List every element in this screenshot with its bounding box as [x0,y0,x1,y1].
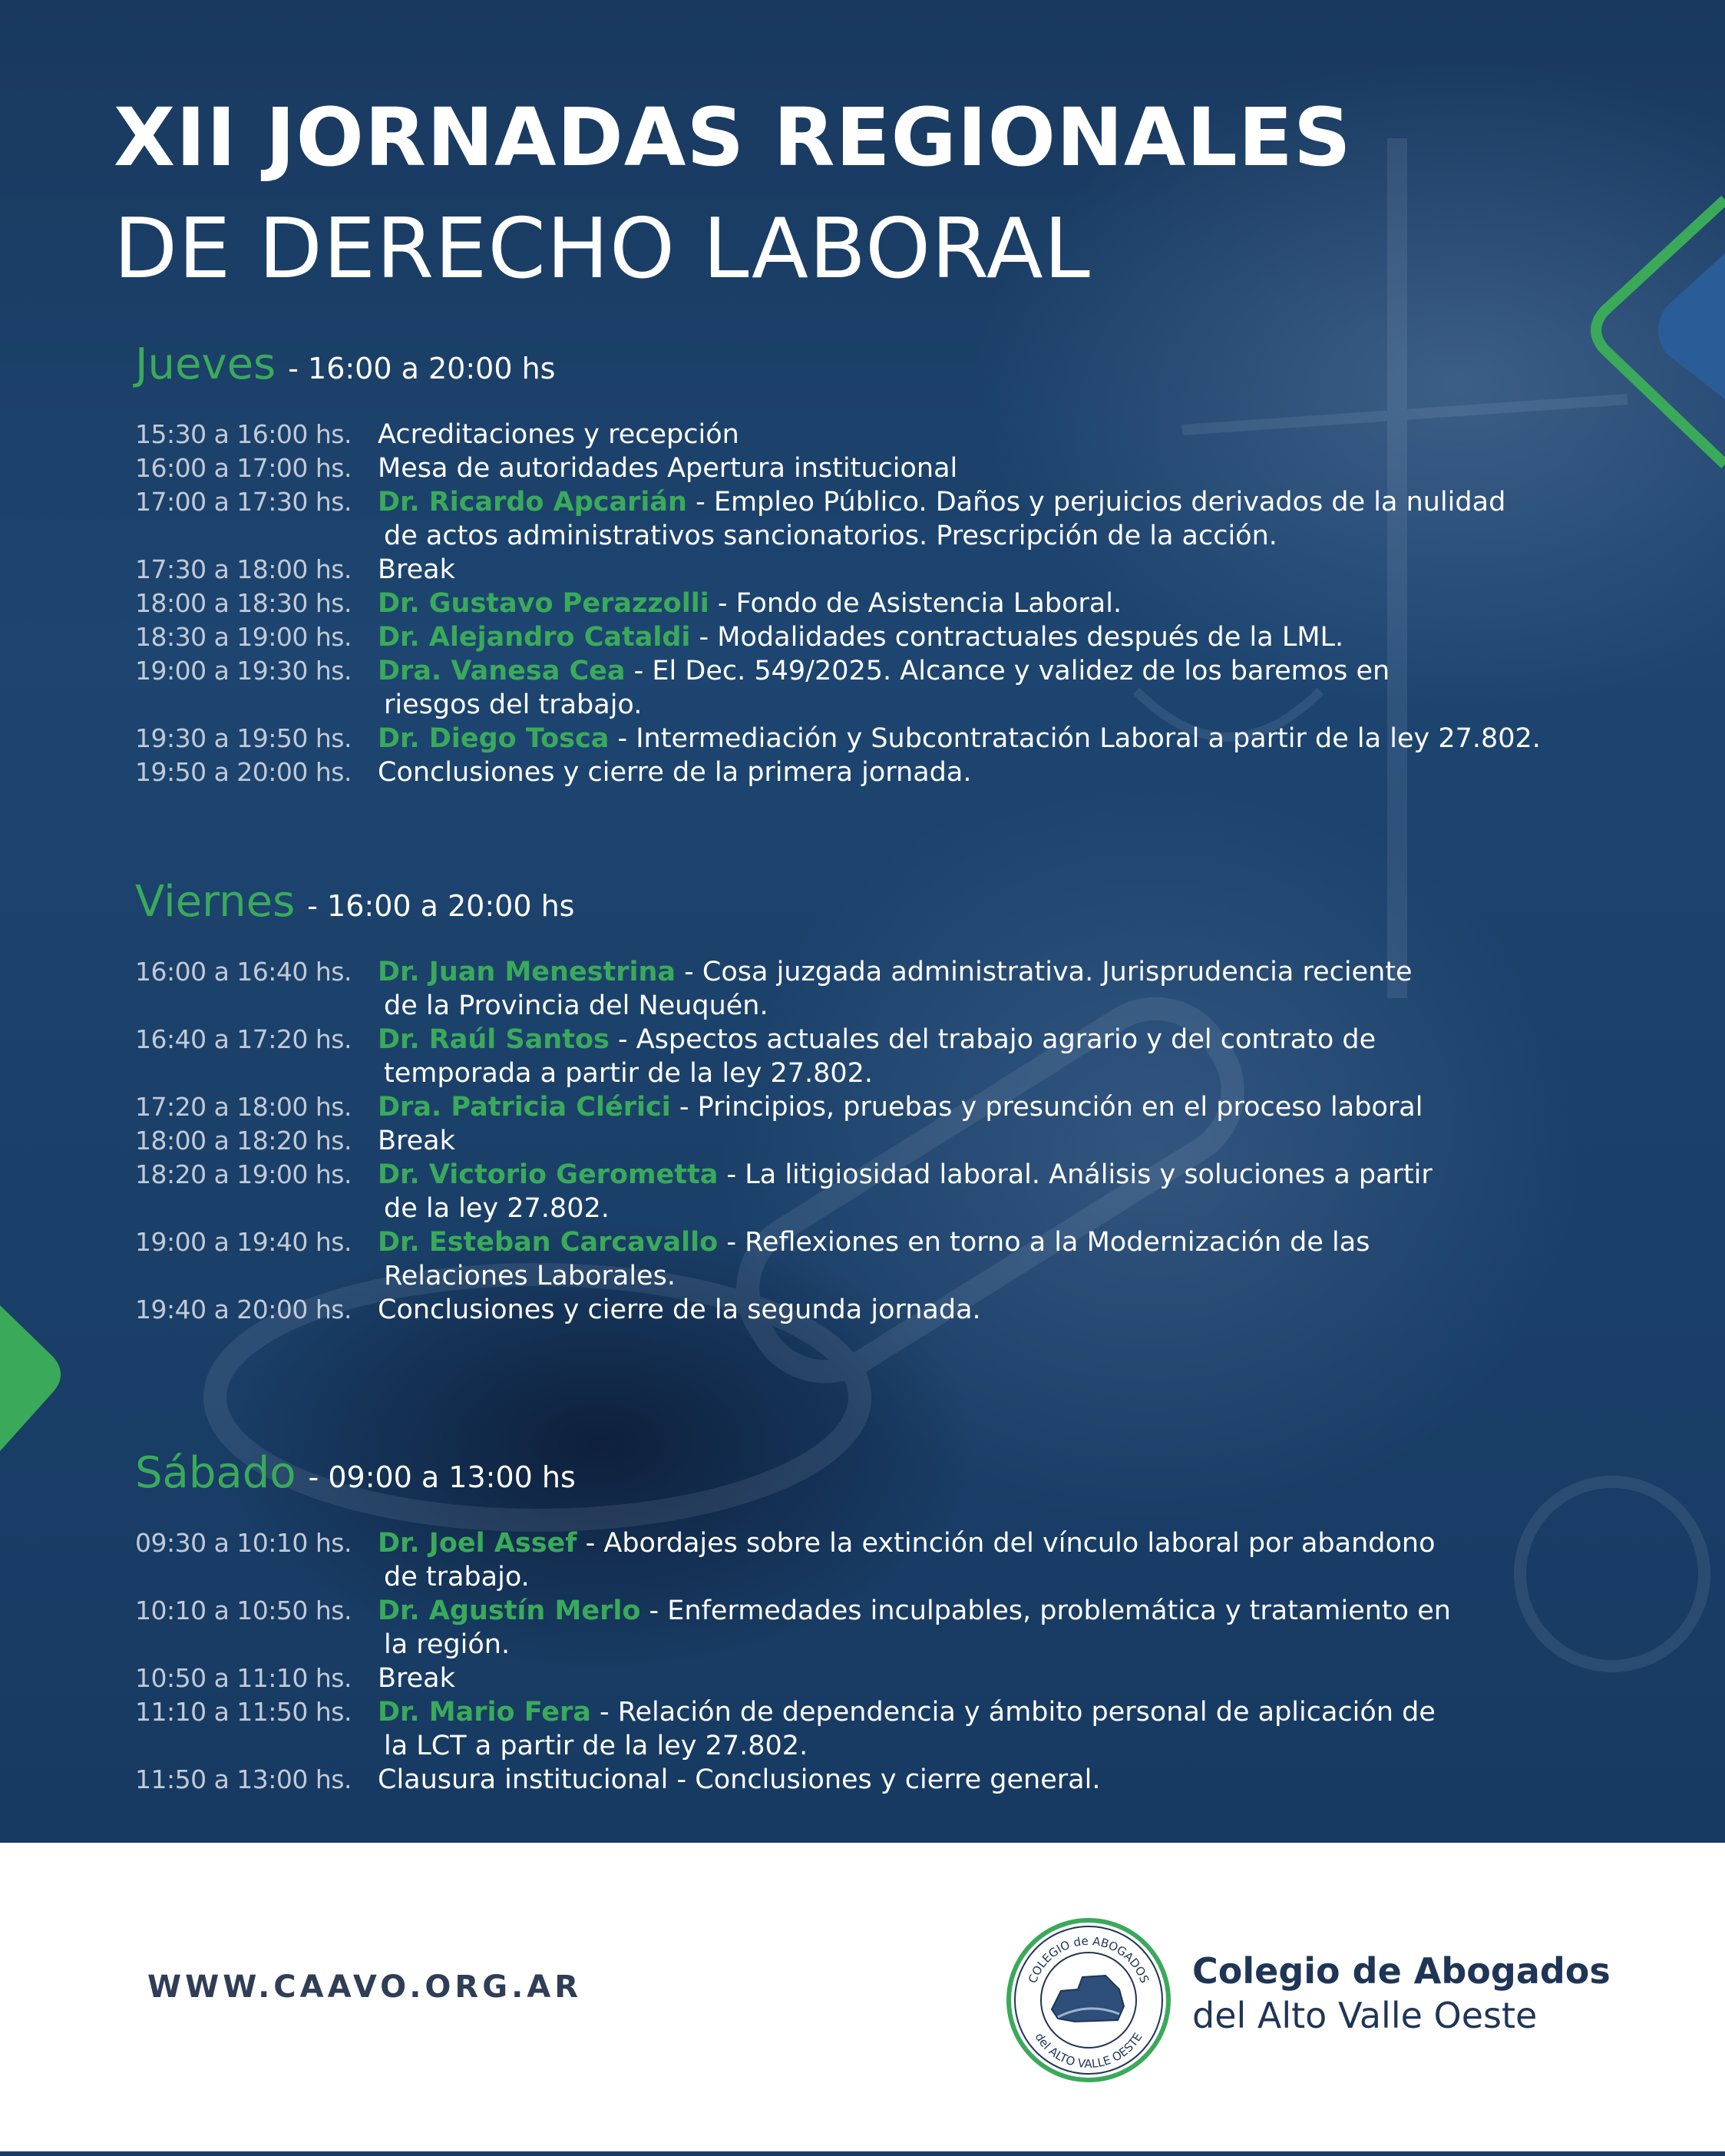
schedule-content [378,451,1617,485]
schedule-content [378,756,1617,789]
schedule-content [378,654,1617,722]
schedule-time: 11:10 a 11:50 hs. [135,1697,352,1727]
schedule-content [378,1158,1617,1225]
speaker-name: Dra. Patricia Clérici [378,1092,671,1123]
schedule-content [378,1023,1617,1090]
schedule-time: 16:40 a 17:20 hs. [135,1024,352,1054]
day-hours: - 16:00 a 20:00 hs [288,352,556,385]
day-section-sabado [135,1448,1617,1797]
schedule-item [135,654,1617,722]
main-title-line1: XII JORNADAS REGIONALES [114,91,1352,184]
schedule-text-cont: temporada a partir de la ley 27.802. [384,1058,874,1089]
schedule-content [378,1695,1617,1763]
day-header [135,339,1617,401]
schedule-line [378,1695,1617,1729]
schedule-line [378,620,1617,654]
day-name: Viernes [135,877,296,927]
schedule-time: 17:30 a 18:00 hs. [135,554,352,584]
schedule-line [378,722,1617,756]
schedule-line [378,587,1617,620]
schedule-line [378,654,1617,688]
day-header [135,877,1617,938]
schedule-line [378,485,1617,519]
schedule-time: 15:30 a 16:00 hs. [135,419,352,449]
website-link[interactable]: WWW.CAAVO.ORG.AR [147,1969,583,2005]
schedule-item [135,553,1617,587]
schedule-time: 09:30 a 10:10 hs. [135,1528,352,1558]
organization-name [1192,1950,1699,2036]
schedule-item [135,1293,1617,1327]
schedule-item [135,1225,1617,1293]
colegio-seal-logo [1004,1916,1173,2085]
schedule-time: 19:40 a 20:00 hs. [135,1295,352,1324]
schedule-content [378,1124,1617,1158]
schedule-time: 19:00 a 19:40 hs. [135,1227,352,1257]
schedule-text-cont: de actos administrativos sancionatorios. Prescripción de la acción. [384,521,1277,551]
schedule-time: 10:10 a 10:50 hs. [135,1596,352,1625]
schedule-text: - Enfermedades inculpables, problemática y tratamiento en [640,1596,1451,1626]
schedule-content [378,1225,1617,1293]
speaker-name: Dr. Alejandro Cataldi [378,622,691,653]
day-header [135,1448,1617,1510]
schedule-time: 16:00 a 16:40 hs. [135,957,352,987]
speaker-name: Dr. Agustín Merlo [378,1596,641,1626]
day-hours: - 09:00 a 13:00 hs [308,1460,576,1494]
org-name-line1: Colegio de Abogados [1192,1950,1611,1992]
speaker-name: Dra. Vanesa Cea [378,656,626,686]
schedule-item [135,722,1617,756]
schedule-time: 10:50 a 11:10 hs. [135,1663,352,1693]
blue-chevron-right [1658,253,1725,399]
speaker-name: Dr. Raúl Santos [378,1024,610,1055]
schedule-content [378,1526,1617,1594]
schedule-content [378,722,1617,756]
schedule-item [135,1526,1617,1594]
schedule-content [378,1662,1617,1695]
schedule-item [135,1763,1617,1797]
schedule-text: Conclusiones y cierre de la primera jornada. [378,757,972,788]
schedule-text: Acreditaciones y recepción [378,419,739,450]
speaker-name: Dr. Gustavo Perazzolli [378,588,709,619]
schedule-text-cont: de la Provincia del Neuquén. [384,990,768,1021]
green-arrow-left [0,1305,61,1451]
speaker-name: Dr. Juan Menestrina [378,957,676,987]
org-name-line2: del Alto Valle Oeste [1192,1995,1538,2036]
schedule-text: - El Dec. 549/2025. Alcance y validez de los baremos en [625,656,1390,686]
schedule-list [135,418,1617,789]
schedule-text: - Principios, pruebas y presunción en el proceso laboral [670,1092,1423,1123]
schedule-line [378,955,1617,989]
schedule-text: Mesa de autoridades Apertura institucional [378,453,958,484]
seal-bottom-text: del ALTO VALLE OESTE [1032,2030,1145,2072]
schedule-line [378,1526,1617,1560]
schedule-line [378,1594,1617,1628]
schedule-text: - Empleo Público. Daños y perjuicios derivados de la nulidad [686,487,1506,518]
schedule-time: 18:00 a 18:30 hs. [135,588,352,618]
schedule-text-cont: Relaciones Laborales. [384,1261,676,1291]
schedule-text: - Reflexiones en torno a la Modernización de las [718,1227,1370,1258]
schedule-text-cont: la LCT a partir de la ley 27.802. [384,1731,808,1761]
schedule-line [378,1023,1617,1057]
day-hours: - 16:00 a 20:00 hs [307,889,575,923]
schedule-text: - Aspectos actuales del trabajo agrario y del contrato de [609,1024,1376,1055]
schedule-content [378,553,1617,587]
schedule-time: 19:00 a 19:30 hs. [135,656,352,686]
schedule-text: Clausura institucional - Conclusiones y cierre general. [378,1764,1101,1795]
schedule-line [378,1225,1617,1259]
speaker-name: Dr. Ricardo Apcarián [378,487,687,518]
schedule-content [378,1293,1617,1327]
bottom-bar [0,2151,1725,2156]
schedule-time: 18:30 a 19:00 hs. [135,622,352,652]
schedule-time: 17:20 a 18:00 hs. [135,1092,352,1122]
schedule-content [378,620,1617,654]
schedule-time: 17:00 a 17:30 hs. [135,487,352,517]
schedule-content [378,1090,1617,1124]
schedule-item [135,1594,1617,1662]
schedule-text: - Fondo de Asistencia Laboral. [709,588,1122,619]
day-section-jueves [135,339,1617,789]
speaker-name: Dr. Joel Assef [378,1528,577,1559]
day-name: Sábado [135,1448,296,1498]
schedule-item [135,587,1617,620]
schedule-time: 16:00 a 17:00 hs. [135,453,352,483]
schedule-text: Break [378,1663,455,1694]
speaker-name: Dr. Mario Fera [378,1697,591,1728]
schedule-text: Break [378,1126,455,1156]
day-section-viernes [135,877,1617,1327]
schedule-item [135,1158,1617,1225]
schedule-text: - Cosa juzgada administrativa. Jurisprudencia reciente [676,957,1413,987]
schedule-text: - Intermediación y Subcontratación Laboral a partir de la ley 27.802. [609,723,1541,754]
schedule-content [378,418,1617,451]
schedule-item [135,1695,1617,1763]
schedule-line [378,1090,1617,1124]
schedule-item [135,485,1617,553]
schedule-line [378,1158,1617,1192]
schedule-item [135,1023,1617,1090]
schedule-item [135,418,1617,451]
schedule-item [135,451,1617,485]
schedule-item [135,1662,1617,1695]
schedule-time: 18:00 a 18:20 hs. [135,1126,352,1156]
schedule-item [135,620,1617,654]
speaker-name: Dr. Esteban Carcavallo [378,1227,719,1258]
day-name: Jueves [135,339,276,389]
schedule-list [135,955,1617,1327]
schedule-text: - Modalidades contractuales después de la LML. [690,622,1344,653]
schedule-content [378,587,1617,620]
schedule-item [135,1124,1617,1158]
schedule-content [378,955,1617,1023]
schedule-time: 11:50 a 13:00 hs. [135,1764,352,1794]
schedule-time: 19:50 a 20:00 hs. [135,757,352,787]
schedule-text-cont: de trabajo. [384,1562,530,1592]
seal-top-text: COLEGIO de ABOGADOS [1025,1933,1152,1986]
schedule-text-cont: riesgos del trabajo. [384,689,643,720]
schedule-text: Break [378,554,455,585]
schedule-list [135,1526,1617,1797]
schedule-content [378,485,1617,553]
schedule-item [135,955,1617,1023]
schedule-text: - Abordajes sobre la extinción del vínculo laboral por abandono [577,1528,1436,1559]
schedule-text: Conclusiones y cierre de la segunda jornada. [378,1295,981,1325]
schedule-time: 19:30 a 19:50 hs. [135,723,352,753]
schedule-text-cont: de la ley 27.802. [384,1193,610,1224]
speaker-name: Dr. Diego Tosca [378,723,610,754]
schedule-text: - La litigiosidad laboral. Análisis y soluciones a partir [718,1159,1433,1190]
schedule-text: - Relación de dependencia y ámbito personal de aplicación de [590,1697,1436,1728]
schedule-text-cont: la región. [384,1629,511,1660]
schedule-item [135,756,1617,789]
main-title-line2: DE DERECHO LABORAL [114,201,1091,297]
speaker-name: Dr. Victorio Gerometta [378,1159,719,1190]
schedule-content [378,1594,1617,1662]
schedule-item [135,1090,1617,1124]
schedule-content [378,1763,1617,1797]
schedule-time: 18:20 a 19:00 hs. [135,1159,352,1189]
